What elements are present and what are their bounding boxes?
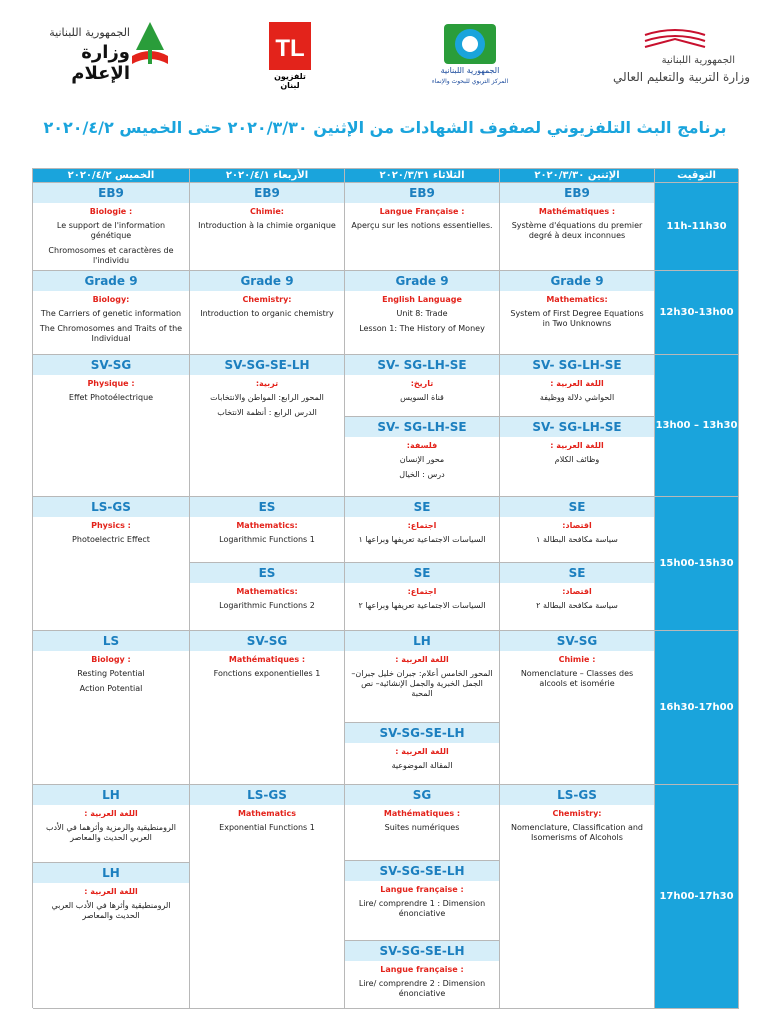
- lesson-topic: الحواشي دلالة ووظيفة: [539, 393, 615, 402]
- time-slot: 16h30-17h00: [655, 631, 739, 785]
- subject-label: اللغة العربية :: [550, 441, 604, 450]
- lesson-content: [33, 655, 189, 694]
- lesson-content: [190, 295, 344, 319]
- lesson-cell: [190, 631, 345, 785]
- class-level: SV-SG-SE-LH: [190, 355, 344, 375]
- lesson-cell: [500, 563, 655, 631]
- lesson-topic: Logarithmic Functions 2: [219, 601, 315, 610]
- lesson-content: [500, 441, 654, 465]
- lesson-topic: وظائف الكلام: [554, 455, 600, 464]
- lesson-cell: [33, 785, 190, 863]
- class-level: Grade 9: [345, 271, 499, 291]
- lesson-content: [190, 655, 344, 679]
- subject-label: اجتماع:: [407, 521, 437, 530]
- lesson-topic: Resting Potential: [77, 669, 145, 678]
- lesson-cell: [345, 417, 500, 497]
- lesson-cell: [33, 271, 190, 355]
- lesson-topic: المقالة الموضوعية: [391, 761, 453, 770]
- lesson-cell: [345, 941, 500, 1009]
- class-level: SV-SG-SE-LH: [345, 861, 499, 881]
- lesson-cell: [345, 183, 500, 271]
- lesson-cell: [345, 631, 500, 723]
- lesson-topic: محور الإنسان: [399, 455, 445, 464]
- tl-icon: [265, 20, 315, 70]
- class-level: SE: [500, 563, 654, 583]
- class-level: EB9: [190, 183, 344, 203]
- class-level: SE: [345, 563, 499, 583]
- lesson-cell: [500, 497, 655, 563]
- lesson-topic: الدرس الرابع : أنظمة الانتخاب: [217, 408, 317, 417]
- subject-label: Mathématiques :: [228, 655, 306, 664]
- col-header-tue: الثلاثاء ٢٠٢٠/٣/٣١: [345, 169, 500, 183]
- lesson-topic: System of First Degree Equations in Two Unknowns: [510, 309, 644, 328]
- lesson-content: [190, 587, 344, 611]
- lesson-content: [345, 747, 499, 771]
- col-header-time: التوقيت: [655, 169, 739, 183]
- subject-label: اقتصاد:: [562, 587, 592, 596]
- subject-label: Langue française :: [380, 965, 464, 974]
- lesson-content: [33, 207, 189, 266]
- mehe-line1: الجمهورية اللبنانية: [661, 55, 735, 66]
- mehe-line2: وزارة التربية والتعليم العالي: [613, 70, 750, 84]
- crdp-line1: الجمهورية اللبنانية: [440, 66, 500, 75]
- logo-info-line2: وزارة الإعلام: [71, 42, 130, 84]
- class-level: LH: [345, 631, 499, 651]
- lesson-cell: [345, 723, 500, 785]
- class-level: SV- SG-LH-SE: [345, 355, 499, 375]
- ministry-of-information-logo: [30, 20, 170, 84]
- lesson-cell: [345, 355, 500, 417]
- lesson-topic: Nomenclature – Classes des alcools et isomérie: [520, 669, 634, 688]
- lesson-content: [345, 587, 499, 611]
- lesson-topic: Aperçu sur les notions essentielles.: [351, 221, 493, 230]
- subject-label: Physics :: [91, 521, 131, 530]
- lesson-topic: Le support de l'information génétique: [56, 221, 166, 240]
- lesson-cell: [190, 497, 345, 563]
- page-title: برنامج البث التلفزيوني لصفوف الشهادات من الإثنين ٢٠٢٠/٣/٣٠ حتى الخميس ٢٠٢٠/٤/٢: [43, 118, 727, 137]
- lesson-cell: [190, 271, 345, 355]
- lesson-cell: [33, 355, 190, 497]
- lesson-topic: الرومنطيقية وأثرها في الأدب العربي الحديث والمعاصر: [51, 901, 171, 920]
- lesson-topic: Photoelectric Effect: [72, 535, 150, 544]
- subject-label: English Language: [382, 295, 462, 304]
- lesson-cell: [190, 183, 345, 271]
- class-level: SV- SG-LH-SE: [500, 417, 654, 437]
- lesson-topic: Lire/ comprendre 1 : Dimension énonciative: [358, 899, 486, 918]
- lesson-cell: [190, 785, 345, 1009]
- class-level: EB9: [345, 183, 499, 203]
- lesson-content: [345, 965, 499, 999]
- lesson-topic: Unit 8: Trade: [396, 309, 448, 318]
- lesson-topic: Fonctions exponentielles 1: [213, 669, 321, 678]
- lesson-cell: [33, 863, 190, 1009]
- crdp-emblem-icon: [430, 22, 510, 66]
- lesson-topic: درس : الخيال: [399, 470, 445, 479]
- lesson-topic: Nomenclature, Classification and Isomerisms of Alcohols: [510, 823, 644, 842]
- subject-label: اللغة العربية :: [550, 379, 604, 388]
- tele-liban-logo: [265, 20, 315, 90]
- time-slot: 17h00-17h30: [655, 785, 739, 1009]
- subject-label: اللغة العربية :: [395, 655, 449, 664]
- subject-label: فلسفة:: [406, 441, 438, 450]
- lesson-cell: [345, 861, 500, 941]
- lesson-topic: Introduction à la chimie organique: [198, 221, 336, 230]
- subject-label: Chimie :: [558, 655, 596, 664]
- subject-label: Mathématiques :: [538, 207, 616, 216]
- class-level: LS-GS: [500, 785, 654, 805]
- class-level: SG: [345, 785, 499, 805]
- subject-label: Chemistry:: [242, 295, 292, 304]
- subject-label: Mathematics:: [236, 521, 298, 530]
- lesson-topic: Suites numériques: [384, 823, 460, 832]
- class-level: Grade 9: [33, 271, 189, 291]
- lesson-content: [500, 587, 654, 611]
- time-slot: 15h00-15h30: [655, 497, 739, 631]
- subject-label: اللغة العربية :: [395, 747, 449, 756]
- class-level: SE: [500, 497, 654, 517]
- subject-label: Mathematics:: [236, 587, 298, 596]
- lesson-content: [190, 521, 344, 545]
- lesson-content: [33, 887, 189, 921]
- subject-label: Biology :: [91, 655, 131, 664]
- lesson-content: [500, 521, 654, 545]
- class-level: SV-SG: [33, 355, 189, 375]
- lesson-topic: Lesson 1: The History of Money: [359, 324, 485, 333]
- lesson-topic: Effet Photoélectrique: [68, 393, 154, 402]
- lesson-content: [500, 379, 654, 403]
- subject-label: Langue Française :: [379, 207, 465, 216]
- subject-label: اللغة العربية :: [84, 809, 138, 818]
- col-header-wed: الأربعاء ٢٠٢٠/٤/١: [190, 169, 345, 183]
- class-level: LS-GS: [190, 785, 344, 805]
- col-header-mon: الإثنين ٢٠٢٠/٣/٣٠: [500, 169, 655, 183]
- class-level: LH: [33, 863, 189, 883]
- class-level: SV- SG-LH-SE: [500, 355, 654, 375]
- subject-label: تربية:: [255, 379, 279, 388]
- class-level: Grade 9: [190, 271, 344, 291]
- class-level: SV-SG: [500, 631, 654, 651]
- lesson-topic: سياسة مكافحة البطالة ١: [536, 535, 618, 544]
- lesson-topic: Exponential Functions 1: [219, 823, 315, 832]
- class-level: EB9: [500, 183, 654, 203]
- ministry-of-education-logo: [605, 25, 750, 85]
- subject-label: اجتماع:: [407, 587, 437, 596]
- lesson-content: [345, 295, 499, 334]
- lesson-content: [500, 655, 654, 689]
- subject-label: Langue française :: [380, 885, 464, 894]
- lesson-topic: المحور الخامس أعلام: جبران خليل جبران– الجمل الخبرية والجمل الإنشائية– نص المحبة: [351, 669, 493, 698]
- lesson-cell: [345, 563, 500, 631]
- col-header-thu: الخميس ٢٠٢٠/٤/٢: [33, 169, 190, 183]
- subject-label: تاريخ:: [410, 379, 434, 388]
- lesson-content: [345, 655, 499, 699]
- class-level: LH: [33, 785, 189, 805]
- lesson-content: [500, 809, 654, 843]
- lesson-content: [345, 379, 499, 403]
- lesson-content: [33, 379, 189, 403]
- logo-info-line1: الجمهورية اللبنانية: [49, 26, 130, 39]
- class-level: SV- SG-LH-SE: [345, 417, 499, 437]
- class-level: LS: [33, 631, 189, 651]
- lesson-content: [190, 207, 344, 231]
- cedar-icon: [130, 20, 170, 70]
- class-level: Grade 9: [500, 271, 654, 291]
- lesson-cell: [500, 355, 655, 417]
- lesson-cell: [345, 785, 500, 861]
- lesson-content: [345, 207, 499, 231]
- subject-label: Mathématiques :: [383, 809, 461, 818]
- subject-label: Physique :: [87, 379, 135, 388]
- lesson-topic: Logarithmic Functions 1: [219, 535, 315, 544]
- subject-label: Chimie:: [249, 207, 284, 216]
- lesson-content: [345, 885, 499, 919]
- lesson-topic: The Carriers of genetic information: [40, 309, 182, 318]
- class-level: SV-SG-SE-LH: [345, 941, 499, 961]
- lesson-content: [33, 809, 189, 843]
- lesson-topic: الرومنطيقية والرمزية وأثرهما في الأدب العربي الحديث والمعاصر: [45, 823, 177, 842]
- lesson-cell: [500, 417, 655, 497]
- crdp-line2: المركز التربوي للبحوث والإنماء: [431, 78, 509, 85]
- lesson-topic: السياسات الاجتماعية تعريفها وبراعها ٢: [358, 601, 486, 610]
- lesson-content: [500, 207, 654, 241]
- lesson-cell: [500, 785, 655, 1009]
- lesson-cell: [190, 563, 345, 631]
- subject-label: اللغة العربية :: [84, 887, 138, 896]
- class-level: LS-GS: [33, 497, 189, 517]
- time-slot: 11h-11h30: [655, 183, 739, 271]
- crdp-logo: [430, 22, 510, 92]
- lesson-topic: قناة السويس: [400, 393, 444, 402]
- lesson-content: [345, 809, 499, 833]
- class-level: ES: [190, 563, 344, 583]
- lesson-cell: [33, 631, 190, 785]
- class-level: ES: [190, 497, 344, 517]
- subject-label: Chemistry:: [552, 809, 602, 818]
- subject-label: Biologie :: [89, 207, 133, 216]
- time-slot: 12h30-13h00: [655, 271, 739, 355]
- lesson-topic: Chromosomes et caractères de l'individu: [48, 246, 174, 265]
- tl-caption: تلفزيون لبنان: [274, 72, 306, 90]
- lesson-topic: السياسات الاجتماعية تعريفها وبراعها ١: [358, 535, 486, 544]
- subject-label: Mathematics: [237, 809, 297, 818]
- lesson-content: [33, 295, 189, 344]
- lesson-content: [500, 295, 654, 329]
- lesson-cell: [500, 183, 655, 271]
- svg-text:TL: TL: [275, 35, 305, 62]
- lesson-topic: سياسة مكافحة البطالة ٢: [536, 601, 618, 610]
- lesson-content: [33, 521, 189, 545]
- class-level: SV-SG-SE-LH: [345, 723, 499, 743]
- class-level: EB9: [33, 183, 189, 203]
- lesson-cell: [33, 497, 190, 631]
- subject-label: اقتصاد:: [562, 521, 592, 530]
- lesson-topic: Action Potential: [79, 684, 143, 693]
- lesson-cell: [345, 497, 500, 563]
- lesson-cell: [500, 631, 655, 785]
- lesson-cell: [500, 271, 655, 355]
- time-slot: 13h00 – 13h30: [655, 355, 739, 497]
- lesson-content: [190, 379, 344, 418]
- subject-label: Biology:: [92, 295, 130, 304]
- open-book-icon: [640, 25, 710, 53]
- lesson-topic: Lire/ comprendre 2 : Dimension énonciative: [358, 979, 486, 998]
- lesson-topic: Système d'équations du premier degré à deux inconnues: [511, 221, 643, 240]
- subject-label: Mathematics:: [546, 295, 608, 304]
- lesson-cell: [345, 271, 500, 355]
- lesson-topic: المحور الرابع: المواطن والانتخابات: [210, 393, 324, 402]
- class-level: SV-SG: [190, 631, 344, 651]
- lesson-content: [345, 441, 499, 480]
- class-level: SE: [345, 497, 499, 517]
- lesson-topic: Introduction to organic chemistry: [200, 309, 334, 318]
- schedule-table: [32, 168, 738, 1008]
- lesson-cell: [190, 355, 345, 497]
- lesson-topic: The Chromosomes and Traits of the Individual: [39, 324, 183, 343]
- lesson-cell: [33, 183, 190, 271]
- lesson-content: [345, 521, 499, 545]
- lesson-content: [190, 809, 344, 833]
